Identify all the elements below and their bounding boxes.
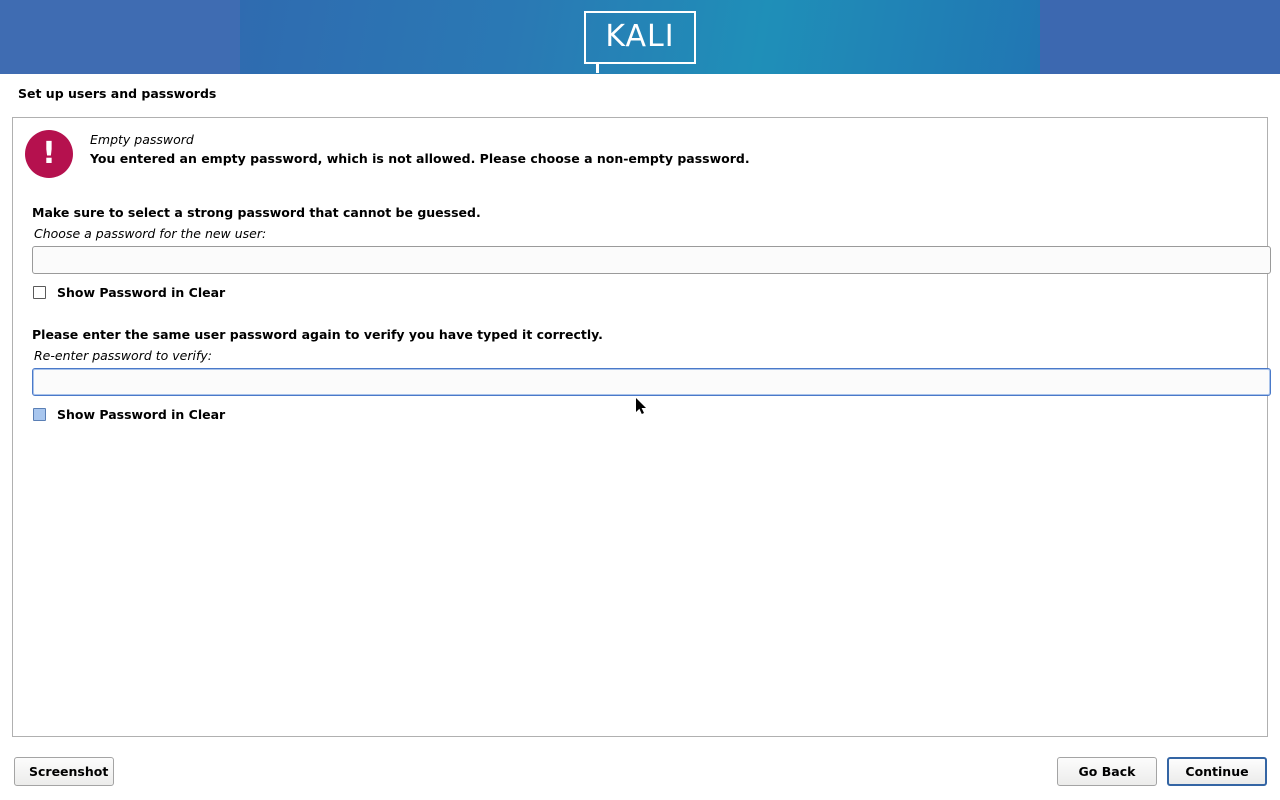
banner-left-fill: [0, 0, 240, 74]
error-title: Empty password: [90, 132, 194, 147]
banner-right-fill: [1040, 0, 1280, 74]
show-password-label-2: Show Password in Clear: [57, 407, 226, 422]
page-title: Set up users and passwords: [18, 86, 217, 101]
error-alert: [13, 118, 1267, 178]
password-instruction: Make sure to select a strong password that cannot be guessed.: [32, 205, 481, 220]
footer-bar: [0, 745, 1280, 800]
error-text-block: [73, 128, 750, 166]
password-input[interactable]: [32, 246, 1271, 274]
show-password-row-2[interactable]: [33, 407, 1258, 422]
verify-field-label: Re-enter password to verify:: [34, 348, 212, 363]
continue-button[interactable]: Continue: [1167, 757, 1267, 786]
show-password-checkbox-2[interactable]: [33, 408, 46, 421]
kali-banner: [0, 0, 1280, 74]
kali-logo-text: KALI: [605, 18, 675, 54]
verify-password-input[interactable]: [32, 368, 1271, 396]
show-password-row-1[interactable]: [33, 285, 1258, 300]
verify-instruction: Please enter the same user password again to verify you have typed it correctly.: [32, 327, 603, 342]
kali-logo: [584, 11, 696, 64]
screenshot-button[interactable]: Screenshot: [14, 757, 114, 786]
kali-logo-tail: [596, 62, 599, 73]
password-field-label: Choose a password for the new user:: [34, 226, 267, 241]
form-area: [13, 205, 1267, 422]
go-back-button[interactable]: Go Back: [1057, 757, 1157, 786]
installer-panel: [12, 117, 1268, 737]
exclamation-icon: !: [25, 130, 73, 178]
error-message: You entered an empty password, which is not allowed. Please choose a non-empty password.: [90, 151, 750, 166]
show-password-label-1: Show Password in Clear: [57, 285, 226, 300]
show-password-checkbox-1[interactable]: [33, 286, 46, 299]
